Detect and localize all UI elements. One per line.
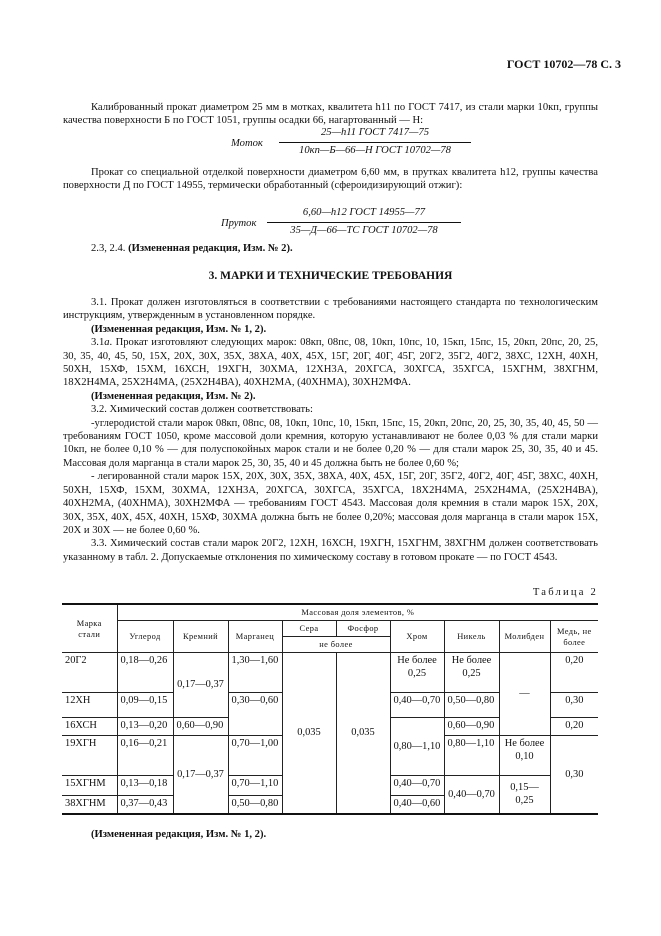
carbon-cell: 0,37—0,43 xyxy=(117,796,173,814)
header-chromium: Хром xyxy=(390,621,444,653)
grade-cell: 12ХН xyxy=(62,693,117,718)
paragraph-3-1: 3.1. Прокат должен изготовляться в соответствии с требованиями настоящего стандарта по технологическим инструкциям, утвержденным в установленном порядке. xyxy=(63,297,598,322)
example-1-text: Калиброванный прокат диаметром 25 мм в мотках, квалитета h11 по ГОСТ 7417, из стали марки 10кп, группы качества поверхности Б по ГОСТ 1051, группы осадки 66, нагартованный — Н: xyxy=(63,102,598,127)
composition-table xyxy=(62,603,598,815)
amendment-note: (Измененная редакция, Изм. № 2). xyxy=(91,390,256,402)
paragraph-3-2-alloy: - легированной стали марок 15Х, 20Х, 30Х, 35Х, 38ХА, 40Х, 45Х, 15Г, 20Г, 35Г2, 40Г2, 40Г, 45Г, 38ХС, 40ХН, 50ХН, 15ХФ, 15ХМ, 30ХМА, 12ХН3А, 20ХГСА, 30ХГСА, 35ХГСА, 18Х2Н4МА, 25Х2Н4МА, (25Х2Н4ВА), 40ХН2МА, (40ХНМА), 30ХН2МФА — требованиям ГОСТ 4543. Массовая доля кремния в стали марок 15Х, 20Х, 30Х, 35Х, 40Х, 45Х, 40ХН, 15ХФ, 30ХМА должна быть не более 0,20%; массовая доля марганца в стали марок 15Х, 20Х и 30Х — не более 0,60 %. xyxy=(63,471,598,536)
nickel-cell: 0,40—0,70 xyxy=(444,776,499,814)
header-group: Массовая доля элементов, % xyxy=(117,604,598,621)
carbon-cell: 0,13—0,20 xyxy=(117,718,173,736)
amendment-note: (Измененная редакция, Изм. № 1, 2). xyxy=(91,323,267,335)
copper-cell: 0,20 xyxy=(550,718,598,736)
chromium-cell: 0,40—0,70 xyxy=(390,693,444,718)
manganese-cell: 0,70—1,10 xyxy=(228,776,282,796)
formula-denominator: 10кп—Б—66—Н ГОСТ 10702—78 xyxy=(279,142,471,157)
carbon-cell: 0,16—0,21 xyxy=(117,736,173,776)
formula-numerator: 6,60—h12 ГОСТ 14955—77 xyxy=(302,207,426,218)
carbon-cell: 0,18—0,26 xyxy=(117,653,173,693)
manganese-cell: 0,70—1,00 xyxy=(228,736,282,776)
header-molybdenum: Молибден xyxy=(499,621,550,653)
nickel-cell: 0,50—0,80 xyxy=(444,693,499,718)
nickel-cell: 0,80—1,10 xyxy=(444,736,499,776)
formula-numerator: 25—h11 ГОСТ 7417—75 xyxy=(320,127,430,138)
example-2-formula xyxy=(221,206,481,240)
molybdenum-cell: Не более 0,10 xyxy=(499,736,550,776)
silicon-cell: 0,17—0,37 xyxy=(173,736,228,814)
grade-cell: 38ХГНМ xyxy=(62,796,117,814)
example-2-text: Прокат со специальной отделкой поверхности диаметром 6,60 мм, в прутках квалитета h12, группы качества поверхности Д по ГОСТ 14955, термически обработанный (сфероидизирующий отжиг): xyxy=(63,167,598,192)
amendment-note-footer: (Измененная редакция, Изм. № 1, 2). xyxy=(91,829,267,840)
header-copper: Медь, не более xyxy=(550,621,598,653)
molybdenum-cell: 0,15—0,25 xyxy=(499,776,550,814)
paragraph-3-3: 3.3. Химический состав стали марок 20Г2, 12ХН, 16ХСН, 19ХГН, 15ХГНМ, 38ХГНМ должен соответствовать указанному в табл. 2. Допускаемые отклонения по химическому составу в готовом прокате — по ГОСТ 4543. xyxy=(63,538,598,563)
chromium-cell: Не более 0,25 xyxy=(390,653,444,693)
nickel-cell: Не более 0,25 xyxy=(444,653,499,693)
header-max: не более xyxy=(282,637,390,653)
header-carbon: Углерод xyxy=(117,621,173,653)
example-1-formula xyxy=(231,126,491,160)
copper-cell: 0,30 xyxy=(550,693,598,718)
header-silicon: Кремний xyxy=(173,621,228,653)
section-body xyxy=(63,296,598,564)
chromium-cell: 0,40—0,70 xyxy=(390,776,444,796)
chromium-cell: 0,40—0,60 xyxy=(390,796,444,814)
manganese-cell: 0,50—0,80 xyxy=(228,796,282,814)
paragraph-3-1a: 3.1а. Прокат изготовляют следующих марок: 08кп, 08пс, 08, 10кп, 10пс, 10, 15кп, 15пс, 15, 20кп, 20пс, 20, 25, 30, 35, 40, 45, 50, 15Х, 20Х, 30Х, 35Х, 38ХА, 40Х, 45Х, 15Г, 20Г, 40Г, 45Г, 20Г2, 35Г2, 40Г2, 38ХС, 12ХН, 40ХН, 50ХН, 15ХФ, 15ХМ, 16ХСН, 19ХГН, 30ХМА, 12ХН3А, 20ХГСА, 30ХГСА, 35ХГСА, 15ХГНМ, 38ХГНМ, 18Х2Н4МА, 25Х2Н4МА, (25Х2Н4ВА), 40ХН2МА, (40ХНМА), 30ХН2МФА. xyxy=(63,337,598,389)
header-nickel: Никель xyxy=(444,621,499,653)
sulfur-cell: 0,035 xyxy=(282,653,336,814)
table-caption: Таблица 2 xyxy=(532,587,598,598)
carbon-cell: 0,13—0,18 xyxy=(117,776,173,796)
nickel-cell: 0,60—0,90 xyxy=(444,718,499,736)
section-title: 3. МАРКИ И ТЕХНИЧЕСКИЕ ТРЕБОВАНИЯ xyxy=(208,270,453,282)
molybdenum-cell: — xyxy=(499,653,550,736)
formula-denominator: 35—Д—66—ТС ГОСТ 10702—78 xyxy=(267,222,461,237)
grade-cell: 15ХГНМ xyxy=(62,776,117,796)
header-phosphorus: Фосфор xyxy=(336,621,390,637)
header-grade: Марка стали xyxy=(62,604,117,653)
formula-label: Пруток xyxy=(221,218,257,229)
phosphorus-cell: 0,035 xyxy=(336,653,390,814)
copper-cell: 0,20 xyxy=(550,653,598,693)
copper-cell: 0,30 xyxy=(550,736,598,814)
page-header: ГОСТ 10702—78 С. 3 xyxy=(506,57,621,71)
grade-cell: 16ХСН xyxy=(62,718,117,736)
note-2-3: 2.3, 2.4. (Измененная редакция, Изм. № 2). xyxy=(91,243,293,254)
grade-cell: 19ХГН xyxy=(62,736,117,776)
formula-label: Моток xyxy=(231,138,263,149)
silicon-cell: 0,60—0,90 xyxy=(173,718,228,736)
carbon-cell: 0,09—0,15 xyxy=(117,693,173,718)
chromium-cell: 0,80—1,10 xyxy=(390,718,444,776)
paragraph-3-2-carbon: -углеродистой стали марок 08кп, 08пс, 08, 10кп, 10пс, 10, 15кп, 15пс, 15, 20кп, 20пс, 20, 25, 30, 35, 40, 45, 50 — требованиям ГОСТ 1050, кроме массовой доли кремния, которую устанавливают не более 0,03 % для стали марки 10кп, не более 0,10 % — для полуспокойных марок стали и не более 0,20 % — для стали марок 25, 30, 35, 40 и 45. Массовая доля марганца в стали марок 25, 30, 35, 40 и 45 должна быть не более 0,60 %; xyxy=(63,417,598,469)
paragraph-3-2: 3.2. Химический состав должен соответствовать: xyxy=(91,404,313,416)
header-manganese: Марганец xyxy=(228,621,282,653)
grade-cell: 20Г2 xyxy=(62,653,117,693)
header-sulfur: Сера xyxy=(282,621,336,637)
manganese-cell: 0,30—0,60 xyxy=(228,693,282,736)
silicon-cell: 0,17—0,37 xyxy=(173,653,228,718)
manganese-cell: 1,30—1,60 xyxy=(228,653,282,693)
